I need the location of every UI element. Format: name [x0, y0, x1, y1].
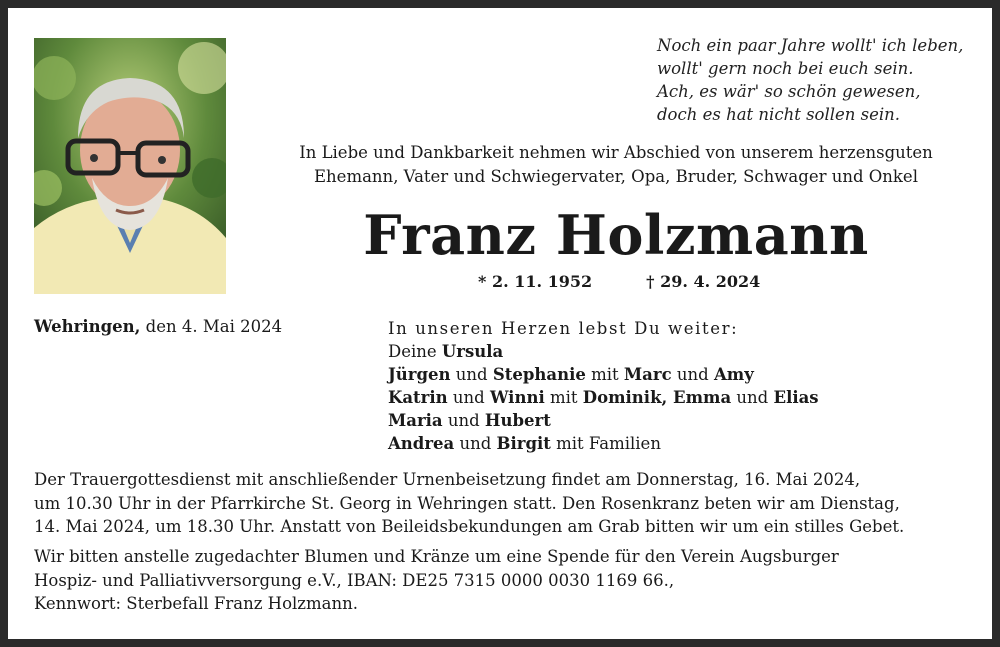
- mourner-name: Jürgen: [388, 365, 451, 384]
- deceased-name: Franz Holzmann: [363, 203, 869, 267]
- portrait-illustration: [34, 38, 226, 294]
- mourner-name: Elias: [773, 388, 819, 407]
- death-date: † 29. 4. 2024: [646, 272, 761, 291]
- mourner-text: mit: [544, 388, 583, 407]
- memorial-poem: [657, 34, 977, 126]
- mourner-name: Maria: [388, 411, 443, 430]
- poem-line: Noch ein paar Jahre wollt' ich leben,: [657, 36, 964, 55]
- mourner-text: mit Familien: [550, 434, 661, 453]
- mourner-text: und: [731, 388, 774, 407]
- intro-line: In Liebe und Dankbarkeit nehmen wir Abschied von unserem herzensguten: [299, 143, 933, 162]
- mourner-name: Winni: [489, 388, 545, 407]
- mourner-line: [388, 432, 819, 455]
- mourner-name: Birgit: [496, 434, 551, 453]
- mourner-name: Dominik, Emma: [582, 388, 732, 407]
- mourner-name: Hubert: [484, 411, 551, 430]
- mourner-text: mit: [585, 365, 624, 384]
- obituary-notice: [8, 8, 992, 639]
- mourner-text: und: [447, 388, 490, 407]
- mourner-name: Katrin: [388, 388, 448, 407]
- poem-line: wollt' gern noch bei euch sein.: [657, 59, 914, 78]
- town: Wehringen,: [34, 317, 141, 336]
- donation-request: [34, 545, 984, 616]
- mourner-line: [388, 340, 819, 363]
- service-line: Der Trauergottesdienst mit anschließender Urnenbeisetzung findet am Donnerstag, 16. Mai 2024,: [34, 470, 861, 489]
- funeral-service-info: [34, 468, 984, 539]
- poem-line: doch es hat nicht sollen sein.: [657, 105, 901, 124]
- mourner-name: Stephanie: [492, 365, 586, 384]
- mourner-line: [388, 363, 819, 386]
- mourner-name: Marc: [623, 365, 672, 384]
- donation-line: Hospiz- und Palliativversorgung e.V., IBAN: DE25 7315 0000 0030 1169 66.,: [34, 570, 675, 590]
- place-and-date: [34, 317, 282, 336]
- mourner-text: Deine: [388, 342, 442, 361]
- birth-date: * 2. 11. 1952: [478, 272, 593, 291]
- mourner-text: und: [671, 365, 714, 384]
- donation-line: Wir bitten anstelle zugedachter Blumen und Kränze um eine Spende für den Verein Augsburger: [34, 547, 839, 566]
- service-line: 14. Mai 2024, um 18.30 Uhr. Anstatt von Beileidsbekundungen am Grab bitten wir um ein stilles Gebet.: [34, 517, 905, 536]
- life-dates: [478, 272, 760, 291]
- donation-line: Kennwort: Sterbefall Franz Holzmann.: [34, 594, 358, 613]
- mourner-line: [388, 386, 819, 409]
- mourner-name: Andrea: [388, 434, 455, 453]
- mourner-name: Amy: [713, 365, 754, 384]
- notice-date: den 4. Mai 2024: [140, 317, 283, 336]
- poem-line: Ach, es wär' so schön gewesen,: [657, 82, 921, 101]
- farewell-intro: [266, 141, 966, 189]
- mourner-name: Ursula: [441, 342, 504, 361]
- family-motto: In unseren Herzen lebst Du weiter:: [388, 319, 739, 338]
- intro-line: Ehemann, Vater und Schwiegervater, Opa, Bruder, Schwager und Onkel: [314, 167, 918, 186]
- service-line: um 10.30 Uhr in der Pfarrkirche St. Georg in Wehringen statt. Den Rosenkranz beten wir am Dienstag,: [34, 493, 900, 513]
- portrait-photo: [34, 38, 226, 294]
- mourner-text: und: [442, 411, 485, 430]
- mourner-text: und: [454, 434, 497, 453]
- mourner-line: [388, 409, 819, 432]
- mourners-list: [388, 317, 819, 455]
- mourner-text: und: [450, 365, 493, 384]
